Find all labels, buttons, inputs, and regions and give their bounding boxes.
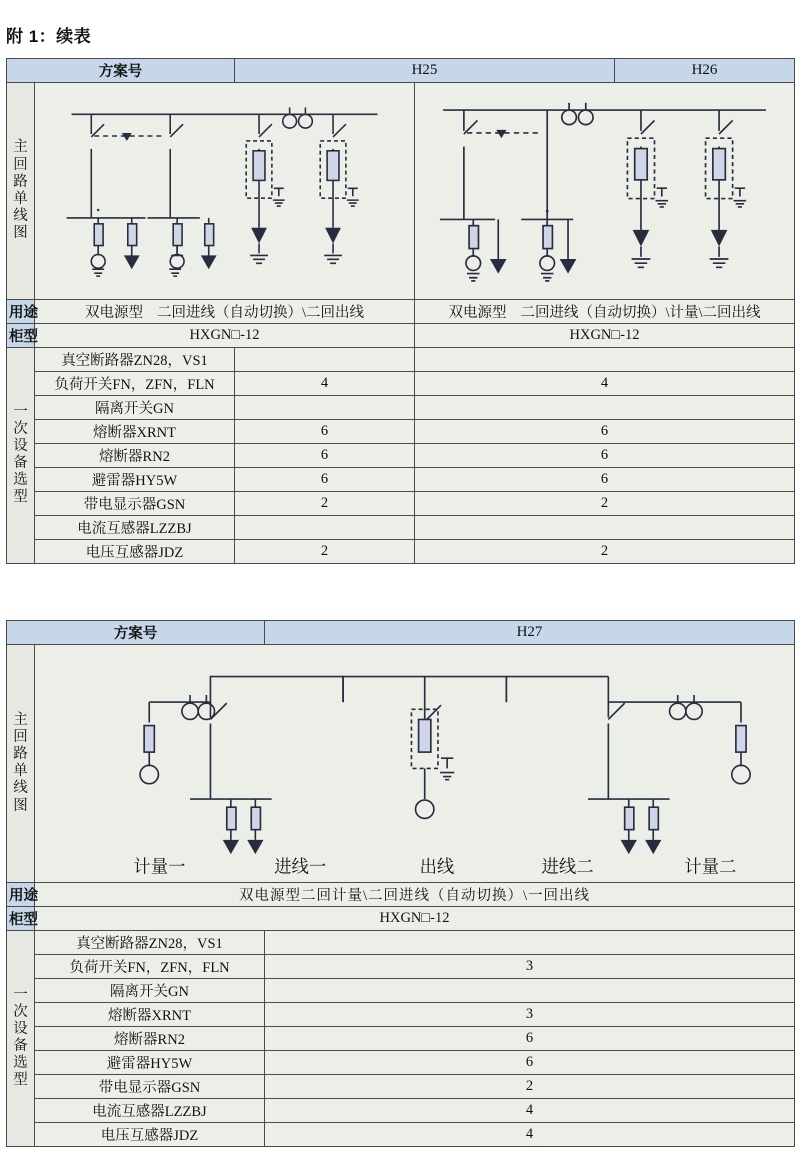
table-row-equipment-2	[7, 395, 795, 419]
column-header-h25: H25	[235, 59, 615, 83]
equipment-name: 负荷开关FN，ZFN，FLN	[35, 954, 265, 978]
equipment-name: 避雷器HY5W	[35, 467, 235, 491]
diagram-caption: 计量二	[684, 857, 737, 877]
equipment-name: 真空断路器ZN28，VS1	[35, 347, 235, 371]
equipment-name: 隔离开关GN	[35, 978, 265, 1002]
equipment-name: 熔断器RN2	[35, 1026, 265, 1050]
usage-detail-h26: 二回进线（自动切换）\计量\二回出线	[520, 304, 761, 321]
row-label-equipment: 一 次 设 备 选 型	[7, 347, 35, 563]
row-label-cabinet: 柜型	[7, 323, 35, 347]
equipment-value	[415, 347, 795, 371]
equipment-value	[265, 930, 795, 954]
equipment-value: 6	[265, 1050, 795, 1074]
row-label-equipment: 一 次 设 备 选 型	[7, 930, 35, 1146]
table-row-scheme-no	[7, 621, 795, 645]
equipment-value: 6	[235, 467, 415, 491]
equipment-value: 2	[235, 491, 415, 515]
row-label-scheme-no: 方案号	[7, 59, 235, 83]
equipment-name: 熔断器XRNT	[35, 1002, 265, 1026]
equipment-value	[235, 395, 415, 419]
equipment-value	[265, 978, 795, 1002]
column-header-h26: H26	[615, 59, 795, 83]
row-label-main-circuit: 主 回 路 单 线 图	[7, 83, 35, 300]
table-row-equipment-8	[7, 1122, 795, 1146]
column-header-h27: H27	[265, 621, 795, 645]
table-row-main-circuit-diagram	[7, 645, 795, 883]
equipment-name: 隔离开关GN	[35, 395, 235, 419]
row-label-main-circuit: 主 回 路 单 线 图	[7, 645, 35, 883]
table-row-equipment-2	[7, 978, 795, 1002]
equipment-name: 电压互感器JDZ	[35, 1122, 265, 1146]
usage-detail-h25: 二回进线（自动切换）\二回出线	[156, 304, 365, 321]
equipment-name: 避雷器HY5W	[35, 1050, 265, 1074]
row-label-usage: 用途	[7, 882, 35, 906]
equipment-value: 6	[415, 419, 795, 443]
equipment-value: 6	[235, 443, 415, 467]
equipment-name: 熔断器RN2	[35, 443, 235, 467]
equipment-value: 2	[265, 1074, 795, 1098]
diagram-caption: 出线	[419, 857, 455, 877]
usage-h27	[35, 882, 795, 906]
usage-prefix-h27: 双电源型	[238, 887, 301, 904]
scheme-table-h25-h26	[6, 58, 795, 564]
diagram-h26	[415, 83, 795, 300]
table-row-cabinet	[7, 323, 795, 347]
equipment-value	[235, 515, 415, 539]
equipment-value: 3	[265, 1002, 795, 1026]
table-row-equipment-3	[7, 1002, 795, 1026]
table-row-equipment-1	[7, 371, 795, 395]
table-row-equipment-6	[7, 1074, 795, 1098]
equipment-value: 6	[235, 419, 415, 443]
equipment-name: 熔断器XRNT	[35, 419, 235, 443]
equipment-name: 负荷开关FN，ZFN，FLN	[35, 371, 235, 395]
table-row-equipment-4	[7, 443, 795, 467]
equipment-value: 4	[415, 371, 795, 395]
diagram-caption: 进线二	[541, 857, 594, 877]
table-row-equipment-5	[7, 1050, 795, 1074]
row-label-scheme-no: 方案号	[7, 621, 265, 645]
table-row-cabinet	[7, 906, 795, 930]
table-row-equipment-4	[7, 1026, 795, 1050]
equipment-value	[415, 395, 795, 419]
table-row-equipment-0	[7, 347, 795, 371]
equipment-value: 4	[235, 371, 415, 395]
equipment-value: 2	[415, 491, 795, 515]
equipment-name: 电压互感器JDZ	[35, 539, 235, 563]
table-row-equipment-8	[7, 539, 795, 563]
equipment-value: 2	[235, 539, 415, 563]
table-row-usage	[7, 299, 795, 323]
cabinet-h26: HXGN□-12	[415, 323, 795, 347]
equipment-value	[235, 347, 415, 371]
row-label-cabinet: 柜型	[7, 906, 35, 930]
table-row-usage	[7, 882, 795, 906]
equipment-value	[415, 515, 795, 539]
equipment-value: 6	[415, 467, 795, 491]
cabinet-h25: HXGN□-12	[35, 323, 415, 347]
equipment-name: 电流互感器LZZBJ	[35, 515, 235, 539]
table-row-equipment-5	[7, 467, 795, 491]
usage-detail-h27: 二回计量\二回进线（自动切换）\一回出线	[300, 887, 591, 904]
table-row-equipment-3	[7, 419, 795, 443]
table-row-scheme-no	[7, 59, 795, 83]
scheme-table-h27	[6, 620, 795, 1147]
table-row-equipment-1	[7, 954, 795, 978]
equipment-value: 6	[415, 443, 795, 467]
equipment-value: 3	[265, 954, 795, 978]
page-title: 附 1：续表	[6, 27, 92, 46]
table-row-equipment-7	[7, 515, 795, 539]
usage-prefix-h26: 双电源型	[448, 304, 507, 321]
usage-h26	[415, 299, 795, 323]
diagram-caption: 进线一	[274, 857, 327, 877]
diagram-h27	[35, 645, 795, 883]
cabinet-h27: HXGN□-12	[35, 906, 795, 930]
table-row-equipment-6	[7, 491, 795, 515]
equipment-value: 2	[415, 539, 795, 563]
equipment-value: 6	[265, 1026, 795, 1050]
table-row-equipment-0	[7, 930, 795, 954]
row-label-usage: 用途	[7, 299, 35, 323]
diagram-h25	[35, 83, 415, 300]
equipment-name: 带电显示器GSN	[35, 491, 235, 515]
equipment-name: 电流互感器LZZBJ	[35, 1098, 265, 1122]
equipment-name: 带电显示器GSN	[35, 1074, 265, 1098]
equipment-value: 4	[265, 1122, 795, 1146]
usage-h25	[35, 299, 415, 323]
diagram-caption: 计量一	[133, 857, 186, 877]
equipment-value: 4	[265, 1098, 795, 1122]
table-row-equipment-7	[7, 1098, 795, 1122]
table-row-main-circuit-diagram	[7, 83, 795, 300]
usage-prefix-h25: 双电源型	[84, 304, 143, 321]
equipment-name: 真空断路器ZN28，VS1	[35, 930, 265, 954]
